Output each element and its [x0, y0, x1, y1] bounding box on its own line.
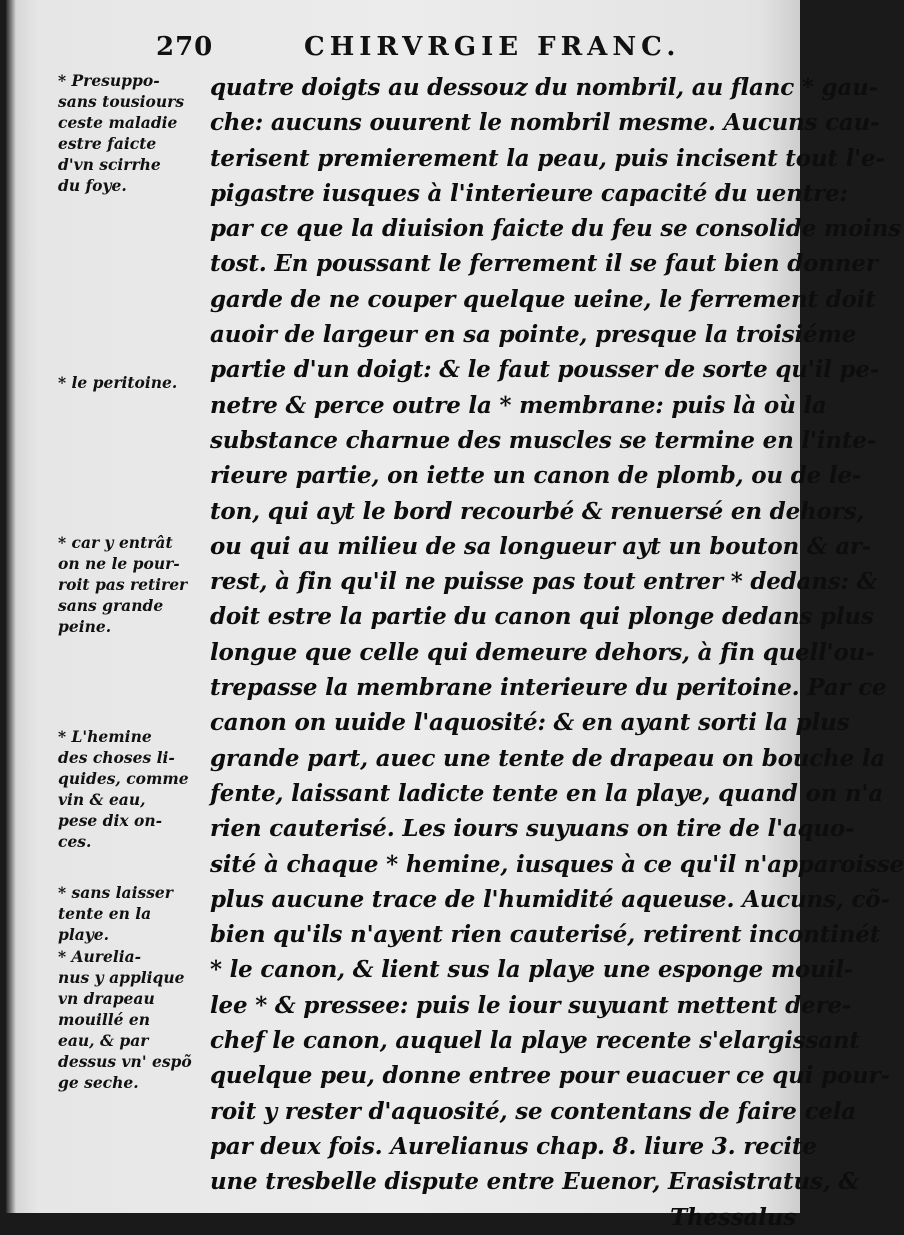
text-line: grande part, auec une tente de drapeau on bouche la: [210, 744, 886, 772]
margin-note-line: pese dix on-: [58, 811, 163, 830]
margin-note: [58, 372, 208, 393]
text-line: sité à chaque * hemine, iusques à ce qu'il n'apparoisse: [210, 850, 904, 878]
page-number: 270: [156, 32, 214, 62]
text-line: garde de ne couper quelque ueine, le ferrement doit: [210, 285, 876, 313]
text-line: roit y rester d'aquosité, se contentans de faire cela: [210, 1097, 856, 1125]
text-line: terisent premierement la peau, puis incisent tout l'e-: [210, 144, 885, 172]
margin-note-line: playe.: [58, 925, 110, 944]
text-line: doit estre la partie du canon qui plonge dedans plus: [210, 603, 874, 631]
margin-note: [58, 726, 208, 852]
margin-note-line: quides, comme: [58, 769, 189, 788]
text-line: quelque peu, donne entree pour euacuer ce qui pour-: [210, 1062, 890, 1090]
margin-note-line: * L'hemine: [58, 727, 152, 746]
running-title: CHIRVRGIE FRANC.: [304, 32, 681, 62]
text-line: auoir de largeur en sa pointe, presque la troisiéme: [210, 321, 857, 349]
margin-note-line: sans grande: [58, 596, 164, 615]
margin-note-line: tente en la: [58, 904, 152, 923]
margin-note-line: du foye.: [58, 176, 127, 195]
margin-note: [58, 532, 208, 637]
margin-note-line: * car y entrât: [58, 533, 173, 552]
margin-note-line: peine.: [58, 617, 112, 636]
text-line: substance charnue des muscles se termine en l'inte-: [210, 426, 877, 454]
text-line: rieure partie, on iette un canon de plomb, ou de le-: [210, 462, 862, 490]
margin-note-line: mouillé en: [58, 1010, 151, 1029]
margin-note-line: des choses li-: [58, 748, 175, 767]
text-line: ou qui au milieu de sa longueur ayt un bouton & ar-: [210, 532, 872, 560]
margin-note-line: * le peritoine.: [58, 373, 178, 392]
text-line: par deux fois. Aurelianus chap. 8. liure 3. recite: [210, 1132, 817, 1160]
text-line: ton, qui ayt le bord recourbé & renuersé en dehors,: [210, 497, 865, 525]
margin-note-line: vin & eau,: [58, 790, 146, 809]
margin-note-line: dessus vn' espõ: [58, 1052, 192, 1071]
margin-note-line: * sans laisser: [58, 883, 173, 902]
margin-note-line: sans tousiours: [58, 92, 185, 111]
margin-note-line: eau, & par: [58, 1031, 149, 1050]
margin-note: [58, 946, 208, 1093]
text-line: netre & perce outre la * membrane: puis là où la: [210, 391, 827, 419]
margin-note-line: vn drapeau: [58, 989, 155, 1008]
text-line: pigastre iusques à l'interieure capacité du uentre:: [210, 179, 848, 207]
margin-note-line: d'vn scirrhe: [58, 155, 161, 174]
catchword: Thessalus: [670, 1203, 796, 1231]
text-line: par ce que la diuision faicte du feu se consolide moins: [210, 215, 901, 243]
text-line: lee * & pressee: puis le iour suyuant mettent dere-: [210, 991, 852, 1019]
gutter-shadow: [6, 0, 16, 1213]
margin-note-line: estre faicte: [58, 134, 157, 153]
text-line: trepasse la membrane interieure du peritoine. Par ce: [210, 674, 887, 702]
text-line: rest, à fin qu'il ne puisse pas tout entrer * dedans: &: [210, 568, 878, 596]
page-header: [156, 28, 790, 62]
text-line: * le canon, & lient sus la playe une esponge mouil-: [210, 956, 854, 984]
text-line: tost. En poussant le ferrement il se faut bien donner: [210, 250, 878, 278]
text-line: chef le canon, auquel la playe recente s'elargissant: [210, 1027, 860, 1055]
margin-note: [58, 70, 208, 196]
margin-note-line: roit pas retirer: [58, 575, 188, 594]
text-line: longue que celle qui demeure dehors, à fin quell'ou-: [210, 638, 875, 666]
text-line: fente, laissant ladicte tente en la playe, quand on n'a: [210, 779, 884, 807]
margin-note-line: ceste maladie: [58, 113, 178, 132]
text-line: plus aucune trace de l'humidité aqueuse. Aucuns, cõ-: [210, 885, 890, 913]
margin-note: [58, 882, 208, 945]
margin-note-line: ge seche.: [58, 1073, 139, 1092]
text-line: bien qu'ils n'ayent rien cauterisé, retirent incontinét: [210, 921, 881, 949]
text-line: quatre doigts au dessouz du nombril, au flanc * gau-: [210, 74, 878, 101]
text-line: partie d'un doigt: & le faut pousser de sorte qu'il pe-: [210, 356, 880, 384]
main-text-block: [210, 70, 904, 1235]
margin-note-line: * Aurelia-: [58, 947, 142, 966]
margin-note-line: on ne le pour-: [58, 554, 180, 573]
margin-note-line: ces.: [58, 832, 92, 851]
text-line: rien cauterisé. Les iours suyuans on tire de l'aquo-: [210, 815, 855, 843]
margin-note-line: nus y applique: [58, 968, 185, 987]
text-line: une tresbelle dispute entre Euenor, Erasistratus, &: [210, 1168, 859, 1196]
margin-note-line: * Presuppo-: [58, 71, 160, 90]
text-line: canon on uuide l'aquosité: & en ayant sorti la plus: [210, 709, 850, 737]
text-line: che: aucuns ouurent le nombril mesme. Aucuns cau-: [210, 109, 880, 137]
book-page: [6, 0, 904, 1231]
